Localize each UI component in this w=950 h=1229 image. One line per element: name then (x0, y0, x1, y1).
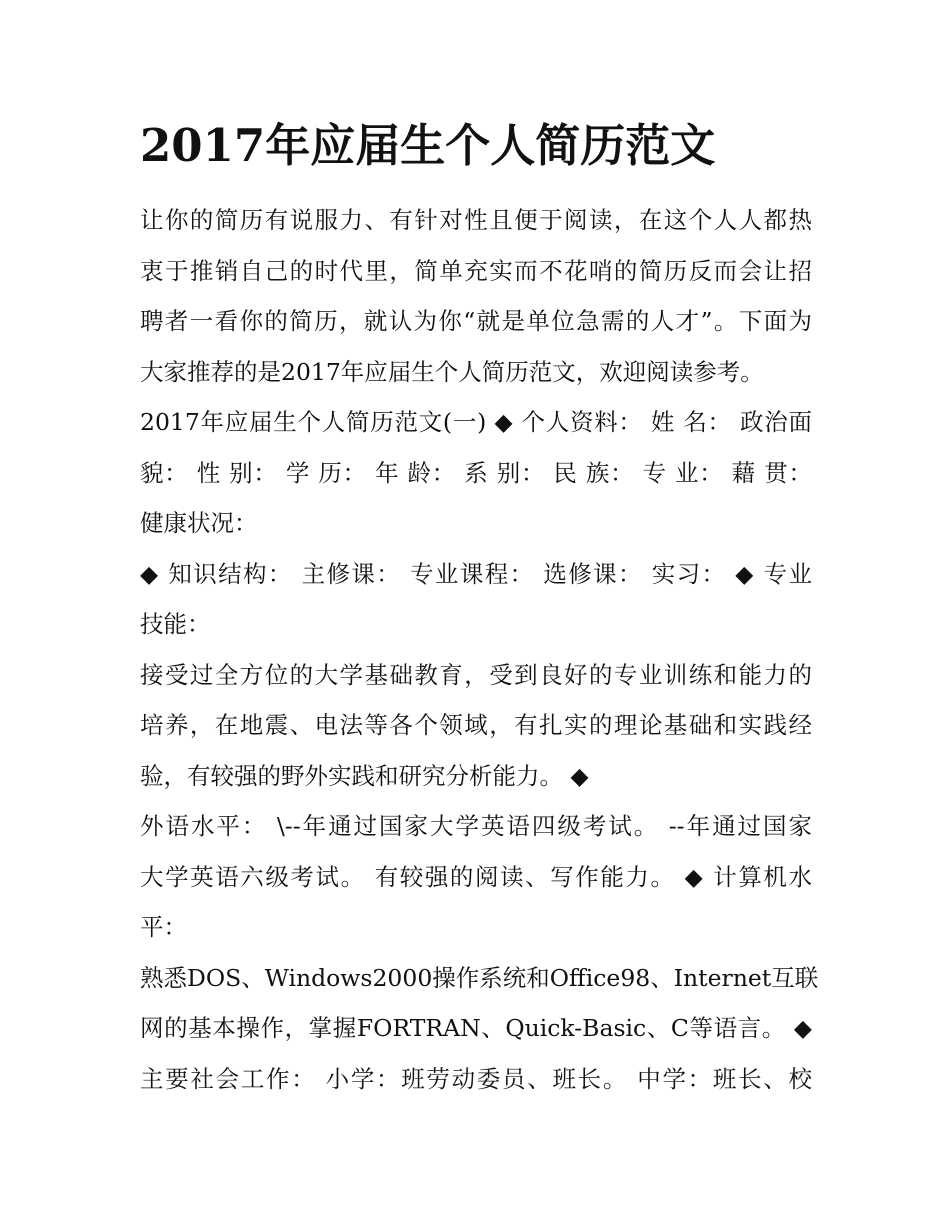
body-line: 主要社会工作： 小学：班劳动委员、班长。 中学：班长、校 (140, 1064, 812, 1093)
body-line: 平： (140, 913, 187, 941)
document-title: 2017年应届生个人简历范文 (140, 119, 716, 172)
body-line: 聘者一看你的简历，就认为你“就是单位急需的人才”。下面为 (140, 307, 812, 335)
body-line: 貌： 性 别： 学 历： 年 龄： 系 别： 民 族： 专 业： 藉 贯： (140, 458, 812, 487)
body-line: 外语水平： \--年通过国家大学英语四级考试。 --年通过国家 (140, 812, 812, 840)
body-line: 验，有较强的野外实践和研究分析能力。 ◆ (140, 761, 589, 790)
body-line: 让你的简历有说服力、有针对性且便于阅读，在这个人人都热 (140, 206, 812, 234)
body-line: 熟悉DOS、Windows2000操作系统和Office98、Internet互联 (140, 963, 819, 992)
body-line: 健康状况： (140, 509, 258, 537)
body-line: 大家推荐的是2017年应届生个人简历范文，欢迎阅读参考。 (140, 357, 764, 386)
body-line: ◆ 知识结构： 主修课： 专业课程： 选修课： 实习： ◆ 专业 (140, 559, 812, 588)
body-line: 技能： (140, 610, 211, 638)
body-line: 培养，在地震、电法等各个领域，有扎实的理论基础和实践经 (140, 711, 812, 739)
body-line: 接受过全方位的大学基础教育，受到良好的专业训练和能力的 (140, 660, 812, 689)
body-line: 网的基本操作，掌握FORTRAN、Quick-Basic、C等语言。 ◆ (140, 1014, 812, 1042)
body-line: 衷于推销自己的时代里，简单充实而不花哨的简历反而会让招 (140, 256, 812, 285)
body-line: 2017年应届生个人简历范文(一) ◆ 个人资料： 姓 名： 政治面 (140, 408, 812, 436)
body-line: 大学英语六级考试。 有较强的阅读、写作能力。 ◆ 计算机水 (140, 862, 812, 891)
document-content (140, 112, 819, 1104)
document-body (140, 195, 819, 1104)
